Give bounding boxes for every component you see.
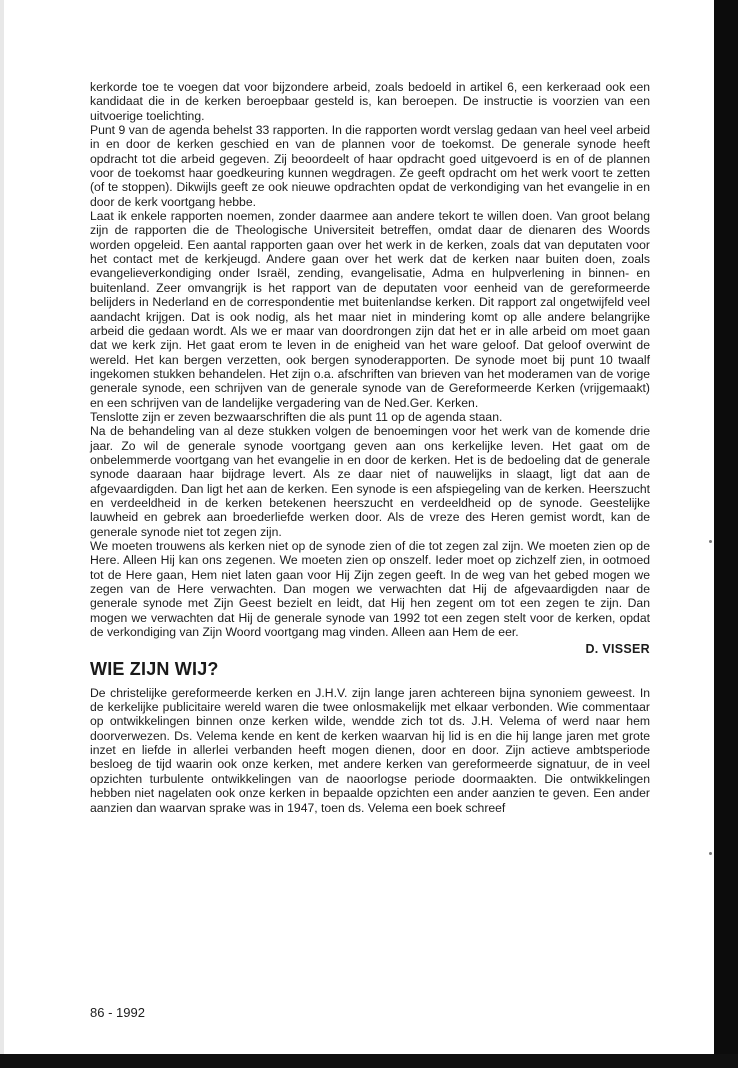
scan-speck: [709, 852, 712, 855]
page-number: 86 - 1992: [90, 1005, 145, 1020]
paragraph-benoemingen: Na de behandeling van al deze stukken volgen de benoemingen voor het werk van de komende drie jaar. Zo wil de generale synode voortgang geven aan ons kerkelijke leven. Het gaat om de onbelemmerde voortgang van het evangelie in en door de kerken. Het is de bedoeling dat de generale synode daaraan haar bijdrage levert. Als ze daar niet of nauwelijks in slaagt, ligt dat aan de afgevaardigden. Dan ligt het aan de kerken. Een synode is een afspiegeling van de kerken. Heerszucht en verdeeldheid in de kerken betekenen heerszucht en verdeeldheid op de synode. Geestelijke lauwheid en gebrek aan broederliefde werken door. Als de vreze des Heren gemist wordt, kan de generale synode niet tot zegen zijn.: [90, 424, 650, 539]
scan-right-border: [714, 0, 738, 1068]
section-heading: WIE ZIJN WIJ?: [90, 658, 219, 679]
author-signature: D. VISSER: [585, 642, 650, 657]
page-content: [90, 80, 650, 815]
paragraph-punt-9: Punt 9 van de agenda behelst 33 rapporten. In die rapporten wordt verslag gedaan van heel veel arbeid in en door de kerken geschied en van de plannen voor de toekomst. De generale synode heeft opdracht tot die arbeid gegeven. Zij beoordeelt of haar opdracht goed uitgevoerd is en of de plannen voor de toekomst haar goedkeuring kunnen wegdragen. Ze geeft opdracht om het werk voort te zetten (of te stoppen). Dikwijls geeft ze ook nieuwe opdrachten opdat de verkondiging van het evangelie in en door de kerk voortgang hebbe.: [90, 123, 650, 209]
scan-speck: [709, 540, 712, 543]
paragraph-kerkorde: kerkorde toe te voegen dat voor bijzondere arbeid, zoals bedoeld in artikel 6, een kerkeraad ook een kandidaat die in de kerken beroepbaar gesteld is, kan beroepen. De instructie is voorzien van een uitvoerige toelichting.: [90, 80, 650, 123]
paragraph-wie-zijn-wij: De christelijke gereformeerde kerken en J.H.V. zijn lange jaren achtereen bijna synoniem geweest. In de kerkelijke publicitaire wereld waren die twee onlosmakelijk met elkaar verbonden. Wie commentaar op ontwikkelingen binnen onze kerken wilde, wendde zich tot ds. J.H. Velema of werd naar hem doorverwezen. Ds. Velema kende en kent de kerken waarvan hij lid is en die hij lange jaren met grote inzet en liefde in allerlei verbanden heeft mogen dienen, door en door. Zijn actieve ambtsperiode besloeg de tijd waarin ook onze kerken, met andere kerken van gereformeerde signatuur, de in veel opzichten turbulente ontwikkelingen van de naoorlogse periode doormaakten. Die ontwikkelingen hebben niet nagelaten ook onze kerken in bepaalde opzichten een ander aanzien te geven. Een ander aanzien dan waarvan sprake was in 1947, toen ds. Velema een boek schreef: [90, 685, 650, 815]
paragraph-bezwaarschriften: Tenslotte zijn er zeven bezwaarschriften die als punt 11 op de agenda staan.: [90, 409, 503, 424]
scan-bottom-border: [0, 1054, 738, 1068]
scan-left-edge: [0, 0, 4, 1068]
paragraph-rapporten: Laat ik enkele rapporten noemen, zonder daarmee aan andere tekort te willen doen. Van groot belang zijn de rapporten die de Theologische Universiteit betreffen, omdat daar de dienaren des Woords worden opgeleid. Een aantal rapporten gaan over het werk in de kerken, zoals dat van deputaten voor het contact met de kerkjeugd. Andere gaan over het werk dat de kerken naar buiten doen, zoals evangelieverkondiging onder Israël, zending, evangelisatie, Adma en hulpverlening in binnen- en buitenland. Zeer omvangrijk is het rapport van de deputaten voor eenheid van de gereformeerde belijders in Nederland en de correspondentie met buitenlandse kerken. Dit rapport zal ongetwijfeld veel aandacht krijgen. Dat is ook nodig, als het maar niet in mindering komt op alle andere belangrijke arbeid die gedaan wordt. Als we er maar van doordrongen zijn dat het er in alle arbeid om moet gaan dat we kerk zijn. Het gaat erom te leven in de enigheid van het ware geloof. Dat geloof overwint de wereld. Het kan bergen verzetten, ook bergen synoderapporten. De synode moet bij punt 10 twaalf ingekomen stukken behandelen. Het zijn o.a. afschriften van brieven van het moderamen van de vorige generale synode, een schrijven van de generale synode van de Gereformeerde Kerken (vrijgemaakt) en een schrijven van de landelijke vergadering van de Ned.Ger. Kerken.: [90, 209, 650, 410]
paragraph-zegen: We moeten trouwens als kerken niet op de synode zien of die tot zegen zal zijn. We moeten zien op de Here. Alleen Hij kan ons zegenen. We moeten zien op onszelf. Ieder moet op zichzelf zien, in ootmoed tot de Here gaan, Hem niet laten gaan voor Hij Zijn zegen geeft. In de weg van het gebed mogen we zegen van de Here verwachten. Dan mogen we verwachten dat Hij de afgevaardigden naar de generale synode met Zijn Geest bezielt en leidt, dat Hij hen zegent om tot een zegen te zijn. Dan mogen we verwachten dat Hij de generale synode van 1992 tot een zegen stelt voor de kerken, opdat de verkondiging van Zijn Woord voortgang mag vinden. Alleen aan Hem de eer.: [90, 539, 650, 640]
